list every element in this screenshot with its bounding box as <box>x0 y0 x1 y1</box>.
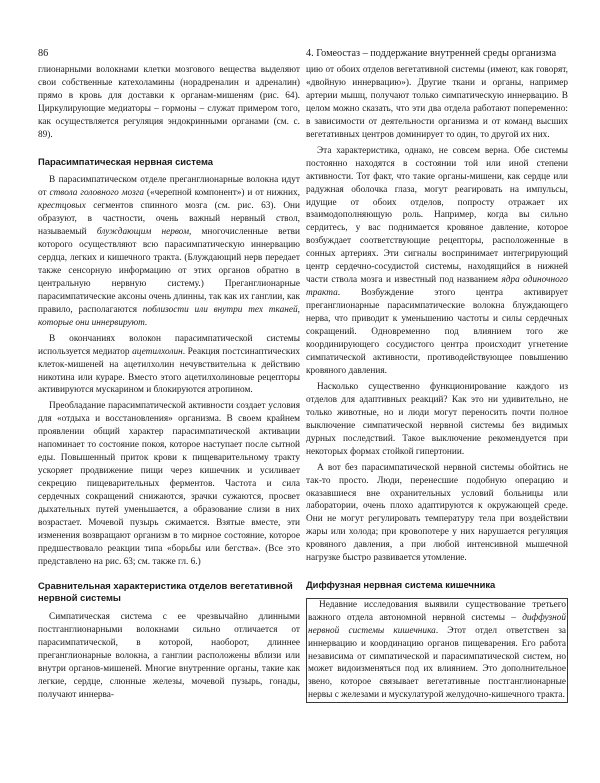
page-number: 86 <box>38 48 49 59</box>
left-paragraph-1: глионарными волокнами клетки мозгового вещества выделяют свои собственные катехоламины (норадреналин и адреналин) прямо в кровь для доставки к органам-мишеням (рис. 64). Циркулирующие медиаторы – гормоны – служат примером того, как осуществляется регуляция эндокринными органами (см. с. 89). <box>38 65 300 140</box>
heading-enteric: Диффузная нервная система кишечника <box>306 579 496 591</box>
heading-comparative: Сравнительная характеристика отделов вегетативной нервной системы <box>38 579 293 604</box>
left-paragraph-5: Симпатическая система с ее чрезвычайно длинными постганглионарными волокнами сильно отличается от парасимпатической, в которой, наоборот, длиннее преганглионарные волокна, а ганглии расположены вблизи или внутри органов-мишеней. Многие внутренние органы, такие как легкие, сердце, слюнные железы, мочевой пузырь, гонады, получают иннерва- <box>38 611 300 700</box>
right-paragraph-1: цию от обоих отделов вегетативной системы (имеют, как говорят, «двойную иннервацию»). Другие ткани и органы, например артерии мышц, получают только симпатическую иннервацию. В целом можно сказать, что эти два отдела работают попеременно: в зависимости от деятельности организма и от команд высших вегетативных центров доминирует то один, то другой их них. <box>306 65 568 140</box>
left-paragraph-3: В окончаниях волокон парасимпатической системы используется медиатор ацетилхолин. Реакция постсинаптических клеток-мишеней на ацетилхолин нечувствительна к действию никотина или кураре. Вместо этого ацетилхолиновые рецепторы активируются мускарином и блокируются атропином. <box>38 333 300 396</box>
left-paragraph-4: Преобладание парасимпатической активности создает условия для «отдыха и восстановления» организма. В своем крайнем проявлении общий характер парасимпатической активации напоминает то состояние покоя, которое наступает после сытной еды. Повышенный приток крови к пищеварительному тракту ускоряет продвижение пищи через кишечник и усиливает секрецию пищеварительных ферментов. Частота и сила сердечных сокращений снижаются, зрачки сужаются, просвет дыхательных путей уменьшается, а образование слизи в них возрастает. Мочевой пузырь сжимается. Взятые вместе, эти изменения возвращают организм в то мирное состояние, которое предшествовало реакции типа «борьбы или бегства». (Все это представлено на рис. 63; см. также гл. 6.) <box>38 401 300 567</box>
left-column <box>38 64 300 704</box>
left-paragraph-2: В парасимпатическом отделе преганглионарные волокна идут от ствола головного мозга («черепной компонент») и от нижних, крестцовых сегментов спинного мозга (см. рис. 63). Они образуют, в частности, очень важный нервный ствол, называемый блуждающим нервом, многочисленные ветви которого осуществляют всю парасимпатическую иннервацию сердца, легких и кишечного тракта. (Блуждающий нерв передает также сенсорную информацию от этих органов обратно в центральную нервную систему.) Преганглионарные парасимпатические аксоны очень длинны, так как их ганглии, как правило, располагаются поблизости или внутри тех тканей, которые они иннервируют. <box>38 175 300 328</box>
heading-parasympathetic: Парасимпатическая нервная система <box>38 155 213 167</box>
right-paragraph-4: А вот без парасимпатической нервной системы обойтись не так-то просто. Люди, перенесшие подобную операцию и оказавшиеся вне охранительных условий больницы или лаборатории, очень плохо адаптируются к окружающей среде. Они не могут регулировать температуру тела при воздействии жары или холода; при кровопотере у них нарушается регуляция кровяного давления, а при любой интенсивной мышечной нагрузке быстро развивается утомление. <box>306 462 568 564</box>
right-paragraph-5: Недавние исследования выявили существование третьего важного отдела автономной нервной системы – диффузной нервной системы кишечника. Этот отдел ответствен за иннервацию и координацию органов пищеварения. Его работа независима от симпатической и парасимпатической систем, но может видоизменяться под их влиянием. Это дополнительное звено, которое связывает вегетативные постганглионарные нервы с железами и мускулатурой желудочно-кишечного тракта. <box>306 598 568 704</box>
right-paragraph-2: Эта характеристика, однако, не совсем верна. Обе системы постоянно находятся в состоянии той или иной степени активности. Тот факт, что такие органы-мишени, как сердце или радужная оболочка глаза, могут реагировать на импульсы, идущие от обоих отделов, попросту отражает их взаимодополняющую роль. Например, когда вы сильно сердитесь, у вас поднимается кровяное давление, которое возбуждает соответствующие рецепторы, расположенные в сонных артериях. Эти сигналы воспринимает интегрирующий центр сердечно-сосудистой системы, находящийся в нижней части ствола мозга и известный под названием ядра одиночного тракта. Возбуждение этого центра активирует преганглионарные парасимпатические волокна блуждающего нерва, что приводит к уменьшению частоты и силы сердечных сокращений. Одновременно под влиянием того же координирующего сосудистого центра происходит угнетение симпатической активности, противодействующее повышению кровяного давления. <box>306 145 568 376</box>
page-header <box>0 46 600 62</box>
right-paragraph-3: Насколько существенно функционирование каждого из отделов для адаптивных реакций? Как это ни удивительно, не только животные, но и люди могут переносить почти полное выключение симпатической нервной системы без видимых дурных последствий. Такое выключение рекомендуется при некоторых формах стойкой гипертонии. <box>306 381 568 457</box>
right-column <box>306 64 568 706</box>
running-title: 4. Гомеостаз – поддержание внутренней среды организма <box>306 48 557 59</box>
